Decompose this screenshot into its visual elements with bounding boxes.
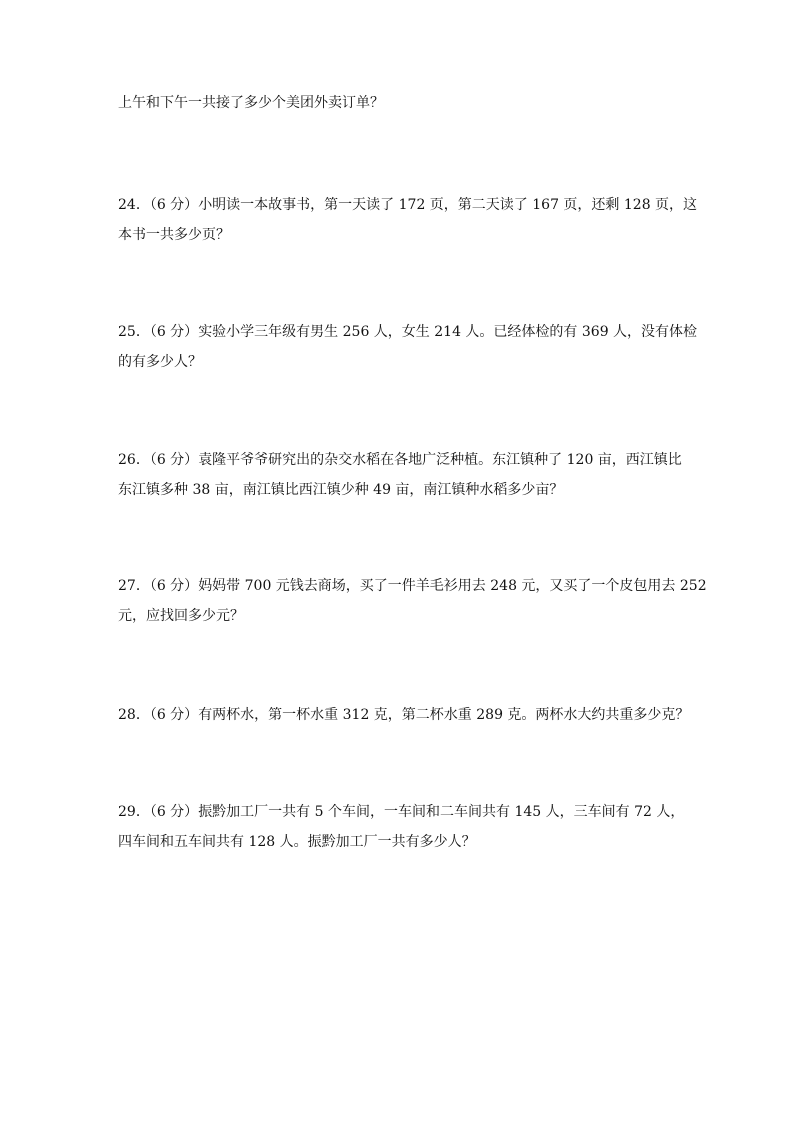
question-points: （6 分） xyxy=(149,197,199,213)
question-text: 袁隆平爷爷研究出的杂交水稻在各地广泛种植。东江镇种了 120 亩，西江镇比 xyxy=(198,452,682,468)
question-text: 本书一共多少页？ xyxy=(118,227,230,243)
question-text: 的有多少人？ xyxy=(118,354,202,370)
question-number: 28 xyxy=(118,707,136,723)
question-number: 29 xyxy=(118,804,136,820)
question-number: 25 xyxy=(118,324,136,340)
question-text: 东江镇多种 38 亩，南江镇比西江镇少种 49 亩，南江镇种水稻多少亩？ xyxy=(118,482,564,498)
question-text: 四车间和五车间共有 128 人。振黔加工厂一共有多少人？ xyxy=(118,834,476,850)
question-points: （6 分） xyxy=(149,707,199,723)
question-number: 27 xyxy=(118,578,136,594)
question-text: 小明读一本故事书，第一天读了 172 页，第二天读了 167 页，还剩 128 页，这 xyxy=(198,197,698,213)
question-text: 有两杯水，第一杯水重 312 克，第二杯水重 289 克。两杯水大约共重多少克？ xyxy=(198,707,690,723)
question-points: （6 分） xyxy=(149,452,199,468)
question-number: 26 xyxy=(118,452,136,468)
question-text: 妈妈带 700 元钱去商场，买了一件羊毛衫用去 248 元，又买了一个皮包用去 252 xyxy=(198,578,707,594)
question-text: 元，应找回多少元？ xyxy=(118,608,244,624)
question-23-continuation: 上午和下午一共接了多少个美团外卖订单？ xyxy=(118,95,384,111)
question-points: （6 分） xyxy=(149,324,199,340)
question-text: 振黔加工厂一共有 5 个车间，一车间和二车间共有 145 人，三车间有 72 人， xyxy=(198,804,685,820)
question-points: （6 分） xyxy=(149,578,199,594)
question-points: （6 分） xyxy=(149,804,199,820)
question-text: 实验小学三年级有男生 256 人，女生 214 人。已经体检的有 369 人，没有体检 xyxy=(198,324,698,340)
question-number: 24 xyxy=(118,197,136,213)
